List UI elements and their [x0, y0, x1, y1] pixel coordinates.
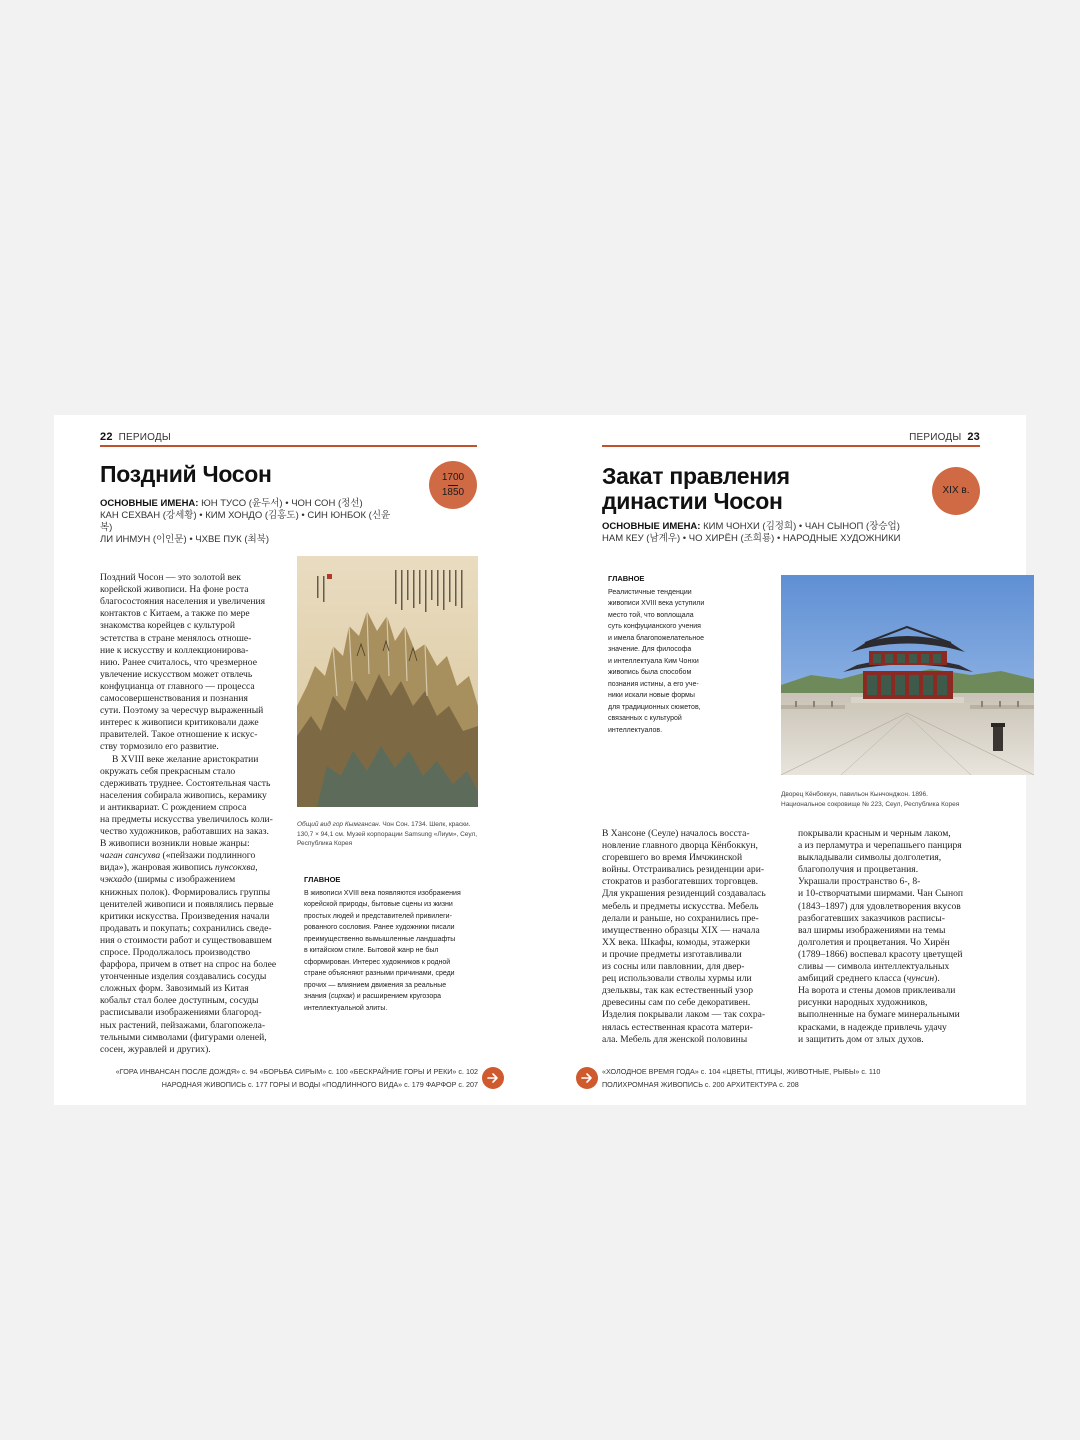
date-badge [932, 467, 980, 515]
key-points-text: Реалистичные тенденции живописи XVIII века уступили место той, что воплощала суть конфуцианского учения и имела благопожелательное значение. Для философа и интеллектуала Ким Чонхи живопись была способом познания истины, а его уче- ники искали новые формы для традиционных сюжетов, связанных с культурой интеллектуалов. [608, 588, 705, 734]
key-names [100, 498, 400, 546]
date-badge [429, 461, 477, 509]
cross-reference-line[interactable]: НАРОДНАЯ ЖИВОПИСЬ с. 177 ГОРЫ И ВОДЫ «ПОДЛИННОГО ВИДА» с. 179 ФАРФОР с. 207 [161, 1080, 478, 1089]
key-names-line: НАМ КЕУ (남계우) • ЧО ХИРЁН (조희룡) • НАРОДНЫЕ ХУДОЖНИКИ [602, 533, 901, 544]
body-paragraph: В XVIII веке желание аристократии окружать себя прекрасным стало сдерживать труднее. Состоятельная часть населения собирала живопись, керамику и антиквариат. С рождением спроса на предметы искусства увеличилось коли- чество художников, работавших на заказ. В живописи возникли новые жанры: чаган сансухва («пейзажи подлинного вида»), жанровая живопись пунсокхва, чэкхадо (ширмы с изображением книжных полок). Формировались группы ценителей живописи и появлялись первые критики искусства. Произведения начали продавать и покупать; сохранились сведе- ния о стоимости работ и существовавшем спросе. Продолжалось производство фарфора, причем в ответ на спрос на более утонченные изделия создавались сосуды сложных форм. Завозимый из Китая кобальт стал более доступным, сосуды расписывали изображениями благород- ных растений, пейзажами, благопожела- тельными символами (фигурами оленей, сосен, журавлей и других). [100, 753, 277, 1055]
arrow-right-icon[interactable] [576, 1067, 598, 1089]
section-name: ПЕРИОДЫ [909, 432, 962, 443]
left-page [54, 415, 540, 1105]
cross-references [602, 1065, 992, 1091]
palace-photo-image [781, 575, 1034, 775]
photo-caption: Дворец Кёнбоккун, павильон Кынчонджон. 1896. Национальное сокровище № 223, Сеул, Республика Корея [781, 791, 960, 808]
date-start: 1700 [441, 471, 465, 483]
key-names-line: ЛИ ИНМУН (이인문) • ЧХВЕ ПУК (최북) [100, 534, 270, 545]
genre-term: чэкхадо [100, 874, 132, 886]
body-text-column-1: В Хансоне (Сеуле) началось восста- новление главного дворца Кёнбоккун, сгоревшего во время Имчжинской войны. Отстраивались резиденции ари- стократов и разбогатевших торговцев. Для украшения резиденций создавалась мебель и предметы искусства. Мебель делали и раньше, но сохранились пре- имущественно образцы XIX — начала XX века. Шкафы, комоды, этажерки и прочие предметы изготавливали из сосны или павловнии, для двер- рец использовали стволы хурмы или дзельквы, так как естественный узор древесины сам по себе декоративен. Изделия покрывали лаком — так сохра- нялась естественная красота матери- ала. Мебель для женской половины [602, 828, 766, 1045]
page-number: 23 [967, 431, 980, 443]
key-names-label: ОСНОВНЫЕ ИМЕНА: [100, 498, 199, 509]
date-end: 1850 [441, 486, 465, 498]
genre-term: пунсокхва [215, 862, 256, 874]
key-names [602, 521, 902, 545]
page-title: Закат правления династии Чосон [602, 463, 790, 514]
genre-term: чаган сансухва [100, 850, 161, 862]
cross-reference-line[interactable]: ПОЛИХРОМНАЯ ЖИВОПИСЬ с. 200 АРХИТЕКТУРА с. 208 [602, 1080, 799, 1089]
key-points-box [608, 573, 738, 736]
body-paragraph: Поздний Чосон — это золотой век корейской живописи. На фоне роста благосостояния населения и увеличения контактов с Китаем, а также по мере знакомства корейцев с культурой эстетства в стране менялось отноше- ние к искусству и коллекционирова- нию. Ранее считалось, что чрезмерное увлечение искусством может отвлечь конфуцианца от главного — процесса самосовершенствования и познания сути. Поэтому за чересчур выраженный интерес к живописи критиковали даже правителей. Такое отношение к искус- ству тормозило его развитие. [100, 572, 266, 753]
class-term: чунсин [906, 973, 935, 985]
body-text-column-2: покрывали красным и черным лаком, а из перламутра и черепашьего панциря выкладывали символы долголетия, благополучия и процветания. Украшали пространство 6-, 8- и 10-створчатыми ширмами. Чан Сыноп (1843–1897) для удовлетворения вкусов разбогатевших заказчиков расписы- вал ширмы изображениями на темы долголетия и процветания. Чо Хирён (1789–1866) воспевал красоту цветущей сливы — символа интеллектуальных амбиций среднего класса (чунсин). На ворота и стены домов приклеивали рисунки народных художников, выполненные на бумаге минеральными красками, в надежде привлечь удачу и защитить дом от злых духов. [798, 828, 964, 1045]
caption-title: Общий вид гор Кымгансан. [297, 821, 381, 828]
painting-caption: Общий вид гор Кымгансан. Чон Сон. 1734. Шелк, краски. 130,7 × 94,1 см. Музей корпорации Samsung «Лиум», Сеул, Республика Корея [297, 821, 478, 847]
key-names-line: ЮН ТУСО (윤두서) • ЧОН СОН (정선) [201, 498, 363, 509]
header-rule [602, 445, 980, 447]
page-number: 22 [100, 431, 113, 443]
mountain-painting-image [297, 556, 478, 807]
key-points-title: ГЛАВНОЕ [608, 574, 645, 583]
cross-reference-line[interactable]: «ХОЛОДНОЕ ВРЕМЯ ГОДА» с. 104 «ЦВЕТЫ, ПТИЦЫ, ЖИВОТНЫЕ, РЫБЫ» с. 110 [602, 1067, 881, 1076]
key-names-line: КАН СЕХВАН (강세황) • КИМ ХОНДО (김홍도) • СИН ЮНБОК (신윤복) [100, 510, 391, 533]
key-points-title: ГЛАВНОЕ [304, 875, 341, 884]
key-names-label: ОСНОВНЫЕ ИМЕНА: [602, 521, 701, 532]
header-rule [100, 445, 477, 447]
body-text [100, 560, 285, 1068]
right-page [540, 415, 1026, 1105]
section-name: ПЕРИОДЫ [118, 432, 171, 443]
page-title: Поздний Чосон [100, 461, 272, 487]
key-points-box [304, 874, 484, 1014]
key-points-text: В живописи XVIII века появляются изображения корейской природы, бытовые сцены из жизни простых людей и представителей привилеги- рованного сословия. Ранее художники писали преимущественно вымышленные ландшафты в китайском стиле. Бытовой жанр не был сформирован. Интерес художников к родной стране объясняют разными причинами, среди прочих — влиянием движения за реальные знания (сирхак) и расширением кругозора интеллектуальной элиты. [304, 889, 461, 1012]
arrow-right-icon[interactable] [482, 1067, 504, 1089]
date-dash [448, 485, 458, 486]
key-names-line: КИМ ЧОНХИ (김정희) • ЧАН СЫНОП (장승업) [703, 521, 900, 532]
date-period: XIX в. [942, 485, 970, 496]
cross-references [88, 1065, 478, 1091]
cross-reference-line[interactable]: «ГОРА ИНВАНСАН ПОСЛЕ ДОЖДЯ» с. 94 «БОРЬБА СИРЫМ» с. 100 «БЕСКРАЙНИЕ ГОРЫ И РЕКИ» с. 102 [115, 1067, 478, 1076]
book-spread [54, 415, 1026, 1105]
